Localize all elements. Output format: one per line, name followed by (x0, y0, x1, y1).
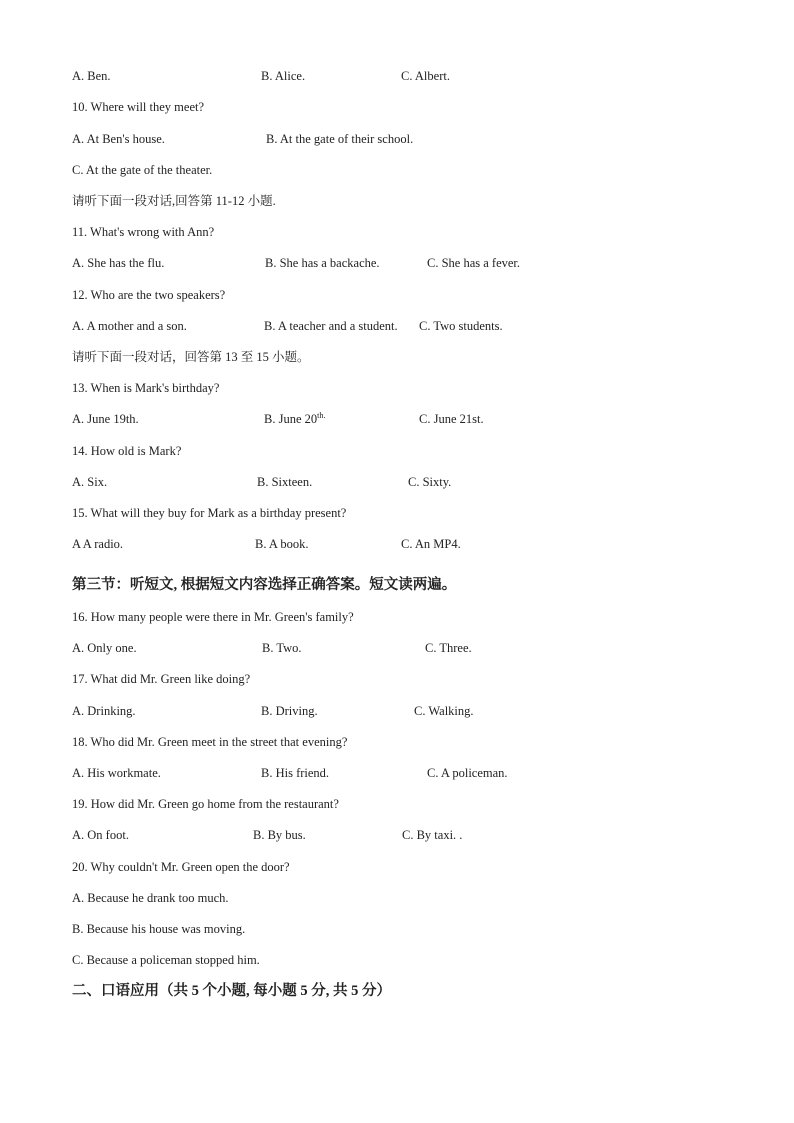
q14-option-a: A. Six. (72, 475, 108, 489)
q12-option-b: B. A teacher and a student. (264, 319, 398, 333)
q10-stem: 10. Where will they meet? (72, 100, 205, 114)
part-2-heading: 二、口语应用（共 5 个小题, 每小题 5 分, 共 5 分） (72, 983, 391, 999)
q17-option-a: A. Drinking. (72, 704, 136, 718)
q16-option-c: C. Three. (425, 641, 472, 655)
q18-option-b: B. His friend. (261, 766, 330, 780)
q18-option-c: C. A policeman. (427, 766, 508, 780)
q10-option-b: B. At the gate of their school. (266, 132, 414, 146)
q13-option-c: C. June 21st. (419, 412, 484, 426)
q20-option-b: B. Because his house was moving. (72, 922, 246, 936)
instruction-13-15: 请听下面一段对话，回答第 13 至 15 小题。 (72, 350, 310, 364)
q14-option-b: B. Sixteen. (257, 475, 313, 489)
q14-stem: 14. How old is Mark? (72, 444, 182, 458)
q19-option-a: A. On foot. (72, 828, 129, 842)
q11-stem: 11. What's wrong with Ann? (72, 225, 215, 239)
q16-stem: 16. How many people were there in Mr. Green's family? (72, 610, 354, 624)
q16-option-a: A. Only one. (72, 641, 137, 655)
q14-option-c: C. Sixty. (408, 475, 452, 489)
q19-stem: 19. How did Mr. Green go home from the restaurant? (72, 797, 339, 811)
q13-option-b (264, 411, 325, 427)
q18-stem: 18. Who did Mr. Green meet in the street that evening? (72, 735, 348, 749)
q12-stem: 12. Who are the two speakers? (72, 288, 226, 302)
q10-option-c: C. At the gate of the theater. (72, 163, 213, 177)
q9-option-a: A. Ben. (72, 69, 111, 83)
q10-option-a: A. At Ben's house. (72, 132, 165, 146)
q17-stem: 17. What did Mr. Green like doing? (72, 672, 251, 686)
instruction-11-12: 请听下面一段对话,回答第 11-12 小题. (72, 194, 276, 208)
q15-option-c: C. An MP4. (401, 537, 461, 551)
q11-option-b: B. She has a backache. (265, 256, 380, 270)
q16-option-b: B. Two. (262, 641, 302, 655)
q12-option-c: C. Two students. (419, 319, 503, 333)
q11-option-c: C. She has a fever. (427, 256, 521, 270)
q15-stem: 15. What will they buy for Mark as a birthday present? (72, 506, 347, 520)
q19-option-b: B. By bus. (253, 828, 306, 842)
q19-option-c: C. By taxi. . (402, 828, 463, 842)
q20-option-a: A. Because he drank too much. (72, 891, 229, 905)
q15-option-a: A A radio. (72, 537, 124, 551)
q13-option-a: A. June 19th. (72, 412, 139, 426)
q12-option-a: A. A mother and a son. (72, 319, 187, 333)
section-3-heading: 第三节：听短文, 根据短文内容选择正确答案。短文读两遍。 (72, 577, 457, 593)
q9-option-b: B. Alice. (261, 69, 306, 83)
q13-option-b-main: B. June 20 (264, 412, 318, 426)
q9-option-c: C. Albert. (401, 69, 450, 83)
q13-option-b-sup: th. (317, 411, 326, 420)
q17-option-c: C. Walking. (414, 704, 474, 718)
q11-option-a: A. She has the flu. (72, 256, 165, 270)
q18-option-a: A. His workmate. (72, 766, 161, 780)
q13-stem: 13. When is Mark's birthday? (72, 381, 220, 395)
q20-option-c: C. Because a policeman stopped him. (72, 953, 260, 967)
q15-option-b: B. A book. (255, 537, 309, 551)
q20-stem: 20. Why couldn't Mr. Green open the door? (72, 860, 290, 874)
q17-option-b: B. Driving. (261, 704, 318, 718)
